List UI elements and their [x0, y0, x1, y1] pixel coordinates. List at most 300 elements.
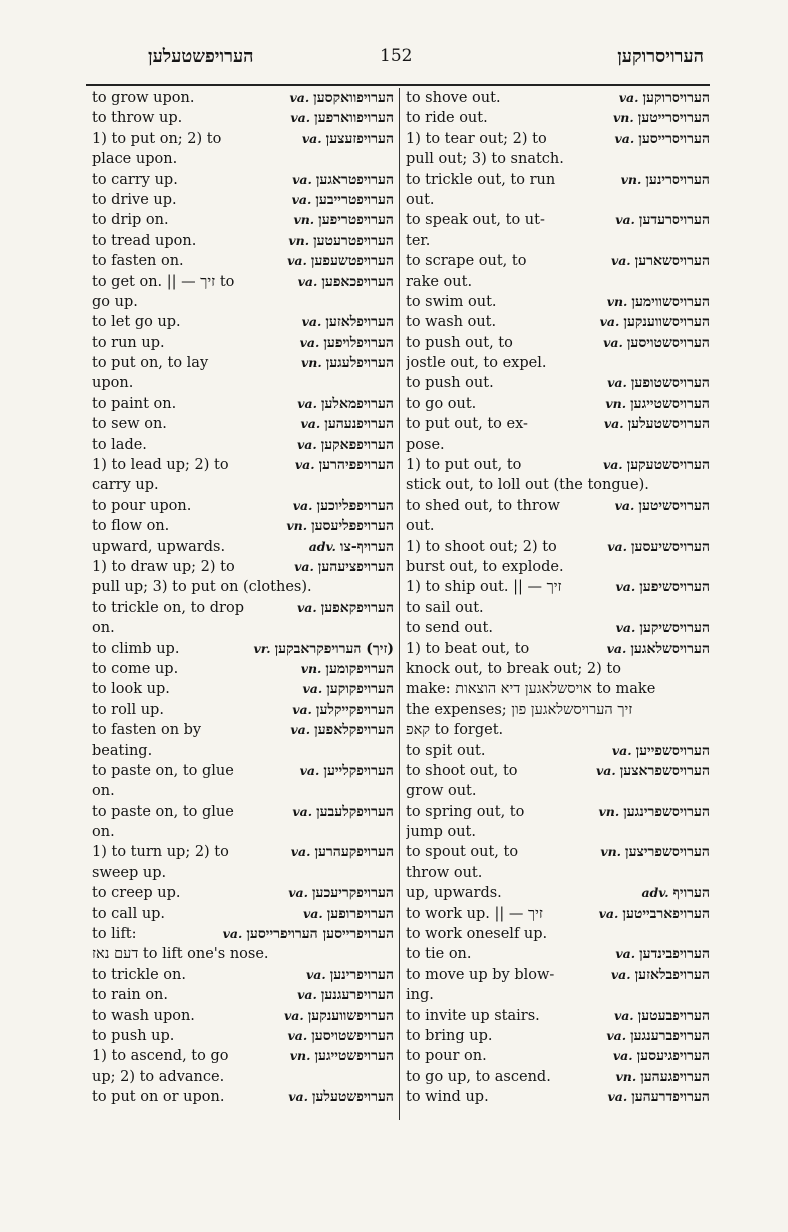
dictionary-entry — [92, 108, 394, 128]
dictionary-entry — [92, 88, 394, 108]
entry-part-of-speech: adv. — [308, 538, 336, 554]
entry-english: to wash out. — [406, 314, 497, 331]
page-number: 152 — [380, 46, 413, 66]
dictionary-entry — [406, 1026, 710, 1046]
entry-continuation: rake out. — [406, 273, 473, 290]
entry-headword: הערויפקומען — [325, 660, 394, 677]
entry-part-of-speech: va. — [607, 375, 627, 391]
dictionary-entry — [406, 802, 710, 843]
entry-part-of-speech: vn. — [606, 293, 628, 309]
entry-headword: הערויפווארפען — [314, 110, 394, 127]
entry-english: to look up. — [92, 681, 170, 698]
entry-headword: הערויפלויפען — [323, 334, 394, 351]
dictionary-entry — [406, 108, 710, 128]
entry-english: to invite up stairs. — [406, 1007, 540, 1024]
entry-headword: הערויפקוקען — [326, 681, 394, 698]
entry-part-of-speech: va. — [302, 681, 323, 697]
entry-headword: (זיך) הערויפקראבקען — [274, 640, 394, 657]
dictionary-entry — [406, 1046, 710, 1066]
entry-part-of-speech: va. — [614, 497, 635, 513]
dictionary-entry — [406, 965, 710, 1006]
entry-headword: הערויסרייסען — [638, 130, 710, 147]
entry-headword: הערויסשפראצען — [619, 762, 710, 779]
entry-english: to put out, to ex- — [406, 416, 528, 433]
entry-english: 1) to put on; 2) to — [92, 130, 222, 147]
entry-part-of-speech: va. — [290, 110, 311, 126]
entry-english: to climb up. — [92, 640, 180, 657]
dictionary-entry — [406, 88, 710, 108]
entry-continuation: out. — [406, 191, 435, 208]
entry-headword: הערויפזעצען — [325, 130, 394, 147]
entry-headword: הערויפשטויסען — [311, 1027, 394, 1044]
dictionary-entry — [92, 414, 394, 434]
entry-english: to go up, to ascend. — [406, 1068, 551, 1085]
dictionary-entry — [92, 272, 394, 313]
entry-headword: הערויפטרעטען — [313, 232, 394, 249]
entry-part-of-speech: va. — [615, 946, 636, 962]
entry-part-of-speech: vn. — [300, 660, 322, 676]
entry-part-of-speech: va. — [611, 742, 632, 758]
entry-part-of-speech: va. — [301, 130, 322, 146]
entry-headword: הערויסשיפען — [639, 579, 710, 596]
entry-headword: הערויסשפייען — [635, 742, 710, 759]
entry-english: to move up by blow- — [406, 966, 555, 983]
entry-english: to wash upon. — [92, 1007, 195, 1024]
dictionary-entry — [92, 598, 394, 639]
dictionary-entry — [406, 944, 710, 964]
entry-continuation: beating. — [92, 742, 153, 759]
entry-part-of-speech: vn. — [598, 803, 620, 819]
dictionary-entry — [406, 333, 710, 374]
entry-english: 1) to lead up; 2) to — [92, 457, 229, 474]
entry-continuation: throw out. — [406, 864, 483, 881]
entry-english: to sew on. — [92, 416, 167, 433]
entry-english: 1) to tear out; 2) to — [406, 130, 547, 147]
entry-headword: הערויפגעהען — [640, 1068, 710, 1085]
entry-part-of-speech: va. — [595, 762, 616, 778]
entry-headword: הערויפשווענקען — [307, 1007, 394, 1024]
entry-headword: הערויפוואקסען — [313, 90, 394, 106]
entry-part-of-speech: vn. — [288, 232, 310, 248]
entry-english: to put on or upon. — [92, 1089, 225, 1106]
entry-english: to throw up. — [92, 110, 183, 127]
header-right-guideword: הערויסרוקען — [617, 46, 704, 67]
left-column — [92, 88, 394, 1138]
entry-part-of-speech: va. — [602, 457, 623, 473]
entry-english: to lift: — [92, 926, 137, 943]
dictionary-entry — [92, 537, 394, 557]
entry-part-of-speech: va. — [296, 436, 317, 452]
entry-part-of-speech: va. — [294, 457, 315, 473]
dictionary-entry — [92, 761, 394, 802]
entry-headword: הערויפארבייטען — [622, 905, 710, 922]
entry-continuation: knock out, to break out; 2) to — [406, 660, 621, 677]
dictionary-entry — [92, 1087, 394, 1107]
entry-english: to trickle on. — [92, 966, 186, 983]
entry-part-of-speech: vn. — [600, 844, 622, 860]
dictionary-entry — [406, 537, 710, 578]
entry-continuation: pull up; 3) to put on (clothes). — [92, 579, 312, 596]
dictionary-entry — [406, 1087, 710, 1107]
dictionary-entry — [92, 516, 394, 536]
entry-continuation: ing. — [406, 987, 434, 1004]
entry-headword: הערויפקריעכען — [311, 885, 394, 902]
entry-headword: הערויפפליעסען — [311, 518, 394, 535]
dictionary-entry — [406, 1067, 710, 1087]
entry-part-of-speech: va. — [615, 620, 636, 636]
entry-part-of-speech: vn. — [293, 212, 315, 228]
dictionary-entry — [92, 496, 394, 516]
entry-part-of-speech: va. — [299, 334, 320, 350]
entry-headword: הערויפשטעלען — [311, 1089, 394, 1106]
entry-headword: הערויפפיהרען — [318, 457, 394, 474]
entry-part-of-speech: va. — [607, 538, 627, 554]
entry-english: to swim out. — [406, 293, 497, 310]
dictionary-entry — [92, 842, 394, 883]
dictionary-entry — [92, 639, 394, 659]
entry-continuation: up; 2) to advance. — [92, 1068, 225, 1085]
entry-part-of-speech: adv. — [641, 885, 669, 901]
entry-english: to work up. || — זיך — [406, 905, 543, 922]
header-rule — [86, 84, 710, 86]
dictionary-entry — [92, 700, 394, 720]
entry-english: to drip on. — [92, 212, 169, 229]
entry-english: to spring out, to — [406, 803, 525, 820]
entry-part-of-speech: va. — [614, 130, 635, 146]
entry-headword: הערויפדרעהען — [631, 1089, 710, 1106]
entry-headword: הערויף-צו — [339, 538, 394, 555]
entry-english: to fasten on by — [92, 722, 202, 739]
entry-headword: הערויפקאפען — [320, 599, 394, 616]
entry-continuation: stick out, to loll out (the tongue). — [406, 477, 649, 494]
entry-part-of-speech: vr. — [253, 640, 271, 656]
entry-part-of-speech: va. — [222, 926, 243, 942]
dictionary-entry — [406, 251, 710, 292]
dictionary-entry — [406, 129, 710, 170]
dictionary-entry — [92, 965, 394, 985]
dictionary-entry — [92, 659, 394, 679]
entry-headword: הערויף — [672, 885, 710, 902]
entry-english: to drive up. — [92, 191, 177, 208]
entry-headword: הערויפציעהען — [317, 558, 394, 575]
entry-headword: הערויסשלאגען — [630, 640, 710, 657]
entry-part-of-speech: va. — [292, 171, 312, 187]
dictionary-entry — [406, 679, 710, 720]
entry-part-of-speech: va. — [618, 90, 639, 105]
entry-headword: הערויפטריפען — [318, 212, 394, 229]
entry-english: to let go up. — [92, 314, 181, 331]
entry-english: to fasten on. — [92, 253, 184, 270]
entry-english: to rain on. — [92, 987, 169, 1004]
entry-part-of-speech: va. — [300, 416, 321, 432]
dictionary-entry — [406, 618, 710, 638]
dictionary-entry — [406, 170, 710, 211]
entry-headword: הערויפרינען — [329, 966, 394, 983]
entry-english: to flow on. — [92, 518, 170, 535]
entry-continuation: jostle out, to expel. — [406, 355, 547, 372]
entry-english: to carry up. — [92, 171, 178, 188]
entry-part-of-speech: vn. — [615, 1068, 637, 1084]
entry-english: to push out, to — [406, 334, 513, 351]
entry-continuation: דעם נאז to lift one's nose. — [92, 946, 269, 963]
dictionary-entry — [92, 353, 394, 394]
dictionary-entry — [92, 557, 394, 598]
entry-headword: הערויפרייסען הערויפרייסען — [246, 926, 394, 943]
entry-headword: הערויפלעגען — [325, 355, 394, 372]
page-header — [0, 46, 788, 78]
dictionary-entry — [406, 720, 710, 740]
dictionary-entry — [92, 394, 394, 414]
entry-headword: הערויפרופען — [326, 905, 394, 922]
entry-english: 1) to shoot out; 2) to — [406, 538, 557, 555]
entry-part-of-speech: vn. — [613, 110, 634, 126]
dictionary-entry — [406, 373, 710, 393]
entry-headword: הערויפקלייען — [323, 762, 394, 779]
entry-part-of-speech: va. — [299, 762, 320, 778]
entry-part-of-speech: va. — [615, 212, 635, 228]
dictionary-entry — [92, 455, 394, 496]
entry-english: to ride out. — [406, 110, 488, 127]
entry-part-of-speech: va. — [599, 314, 620, 330]
entry-part-of-speech: va. — [287, 1027, 308, 1043]
entry-english: 1) to turn up; 2) to — [92, 844, 229, 861]
entry-headword: הערויסשטעקען — [626, 457, 710, 474]
entry-part-of-speech: va. — [603, 416, 624, 432]
entry-headword: הערויסשפרינגען — [623, 803, 710, 820]
entry-part-of-speech: va. — [612, 1048, 633, 1064]
entry-part-of-speech: va. — [603, 334, 623, 350]
entry-part-of-speech: vn. — [605, 395, 627, 411]
entry-part-of-speech: va. — [290, 844, 311, 860]
entry-headword: הערויפברענגען — [630, 1027, 710, 1044]
entry-english: to scrape out, to — [406, 253, 527, 270]
dictionary-entry — [92, 251, 394, 271]
dictionary-entry — [92, 435, 394, 455]
entry-english: to go out. — [406, 395, 477, 412]
entry-part-of-speech: va. — [284, 1007, 304, 1023]
entry-part-of-speech: vn. — [289, 1048, 311, 1064]
entry-part-of-speech: va. — [610, 253, 631, 269]
entry-english: 1) to draw up; 2) to — [92, 558, 235, 575]
dictionary-entry — [92, 210, 394, 230]
dictionary-entry — [406, 394, 710, 414]
entry-headword: הערויפשטייגען — [314, 1048, 394, 1065]
entry-english: to wind up. — [406, 1089, 489, 1106]
entry-headword: הערויסרוקען — [642, 90, 710, 106]
entry-continuation: pull out; 3) to snatch. — [406, 151, 564, 168]
entry-headword: הערויסשפריצען — [625, 844, 710, 861]
entry-headword: הערויסשיקען — [639, 620, 710, 637]
entry-part-of-speech: va. — [606, 1027, 627, 1043]
entry-english: to get on. || — זיך to — [92, 273, 235, 290]
entry-english: to push out. — [406, 375, 494, 392]
entry-english: to spout out, to — [406, 844, 519, 861]
entry-headword: הערויסשטעלען — [627, 416, 710, 433]
entry-continuation: on. — [92, 783, 115, 800]
entry-english: to push up. — [92, 1027, 175, 1044]
entry-english: 1) to ship out. || — זיך — [406, 579, 562, 596]
entry-headword: הערויפטשעפען — [310, 253, 394, 270]
entry-continuation: pose. — [406, 436, 445, 453]
entry-continuation: sweep up. — [92, 864, 167, 881]
entry-english: to tie on. — [406, 946, 472, 963]
entry-english: to creep up. — [92, 885, 181, 902]
entry-english: to run up. — [92, 334, 165, 351]
entry-headword: הערויסשארען — [634, 253, 710, 270]
dictionary-entry — [92, 679, 394, 699]
entry-continuation: carry up. — [92, 477, 159, 494]
entry-english: to paint on. — [92, 395, 177, 412]
entry-part-of-speech: vn. — [286, 518, 308, 534]
dictionary-entry — [92, 883, 394, 903]
entry-continuation: out. — [406, 518, 435, 535]
entry-english: to roll up. — [92, 701, 164, 718]
dictionary-entry — [92, 333, 394, 353]
dictionary-entry — [92, 924, 394, 965]
entry-english: to pour upon. — [92, 497, 192, 514]
dictionary-entry — [406, 904, 710, 945]
entry-continuation: on. — [92, 824, 115, 841]
entry-english: to paste on, to glue — [92, 762, 234, 779]
entry-headword: הערויפטרייבען — [315, 191, 394, 208]
entry-headword: הערויפבלאזען — [634, 966, 710, 983]
entry-headword: הערויסשטופען — [630, 375, 710, 392]
entry-continuation: upon. — [92, 375, 134, 392]
entry-english: to call up. — [92, 905, 166, 922]
dictionary-entry — [406, 496, 710, 537]
entry-part-of-speech: va. — [615, 579, 636, 595]
entry-continuation: on. — [92, 620, 115, 637]
dictionary-entry — [92, 985, 394, 1005]
dictionary-entry — [406, 312, 710, 332]
entry-part-of-speech: va. — [297, 273, 318, 289]
entry-headword: הערויסשטויסען — [626, 334, 710, 351]
entry-headword: הערויפרעגנען — [320, 987, 394, 1004]
entry-headword: הערויפגיעסען — [636, 1048, 710, 1065]
entry-headword: הערויפלאזען — [325, 314, 394, 331]
header-left-guideword: הערויפשטעלען — [148, 46, 254, 67]
entry-part-of-speech: va. — [302, 905, 323, 921]
entry-headword: הערויפמאלען — [320, 395, 394, 412]
entry-english: to shoot out, to — [406, 762, 518, 779]
entry-part-of-speech: va. — [297, 395, 317, 411]
entry-headword: הערויפנעהען — [324, 416, 394, 433]
dictionary-entry — [406, 577, 710, 618]
entry-english: up, upwards. — [406, 885, 502, 902]
entry-continuation: grow out. — [406, 783, 477, 800]
dictionary-entry — [92, 1046, 394, 1087]
entry-part-of-speech: va. — [297, 987, 317, 1003]
dictionary-entry — [92, 190, 394, 210]
entry-headword: הערויסרינען — [645, 171, 710, 188]
entry-part-of-speech: va. — [305, 966, 326, 982]
entry-continuation: to sail out. — [406, 599, 484, 616]
entry-headword: הערויפקייקלען — [315, 701, 394, 718]
entry-english: upward, upwards. — [92, 538, 226, 555]
entry-part-of-speech: va. — [598, 905, 619, 921]
dictionary-entry — [406, 292, 710, 312]
entry-part-of-speech: va. — [301, 314, 322, 330]
entry-part-of-speech: va. — [296, 599, 317, 615]
entry-continuation: to work oneself up. — [406, 926, 548, 943]
entry-english: to send out. — [406, 620, 493, 637]
dictionary-entry — [92, 904, 394, 924]
entry-english: to pour on. — [406, 1048, 487, 1065]
entry-english: to tread upon. — [92, 232, 197, 249]
entry-continuation: ter. — [406, 232, 431, 249]
entry-english: to shove out. — [406, 90, 501, 106]
right-column — [406, 88, 710, 1138]
dictionary-entry — [406, 842, 710, 883]
entry-part-of-speech: va. — [610, 966, 631, 982]
entry-part-of-speech: va. — [292, 497, 313, 513]
entry-headword: הערויפטראגען — [315, 171, 394, 188]
dictionary-entry — [92, 312, 394, 332]
entry-headword: הערויפקלעבען — [316, 803, 394, 820]
entry-headword: הערויפפליוכען — [316, 497, 394, 514]
entry-part-of-speech: vn. — [300, 355, 322, 371]
entry-part-of-speech: va. — [607, 1089, 628, 1105]
entry-english: to paste on, to glue — [92, 803, 234, 820]
dictionary-entry — [406, 455, 710, 496]
dictionary-entry — [406, 741, 710, 761]
dictionary-entry — [92, 231, 394, 251]
entry-continuation: jump out. — [406, 824, 476, 841]
entry-english: 1) to beat out, to — [406, 640, 530, 657]
entry-part-of-speech: va. — [292, 803, 313, 819]
entry-part-of-speech: va. — [291, 191, 312, 207]
entry-part-of-speech: va. — [292, 701, 312, 717]
entry-part-of-speech: va. — [288, 885, 308, 901]
entry-part-of-speech: vn. — [620, 171, 642, 187]
entry-english: make: אויסשלאגען דיא הוצאות to make — [406, 681, 656, 698]
dictionary-entry — [92, 1006, 394, 1026]
column-divider — [399, 88, 400, 1120]
entry-english: to speak out, to ut- — [406, 212, 545, 229]
entry-english: 1) to ascend, to go — [92, 1048, 229, 1065]
entry-headword: הערויפבינדען — [639, 946, 710, 963]
dictionary-entry — [406, 639, 710, 680]
entry-continuation: the expenses; זיך הערויסשלאגען פון — [406, 701, 633, 718]
entry-headword: הערויסשיעסען — [630, 538, 710, 555]
entry-part-of-speech: va. — [290, 722, 311, 738]
dictionary-entry — [92, 802, 394, 843]
entry-english: to grow upon. — [92, 90, 195, 106]
dictionary-entry — [406, 761, 710, 802]
entry-part-of-speech: va. — [606, 640, 627, 656]
entry-headword: הערויפקלאפען — [314, 722, 394, 739]
entry-english: to put on, to lay — [92, 355, 209, 372]
dictionary-entry — [406, 883, 710, 903]
entry-part-of-speech: va. — [613, 1007, 634, 1023]
entry-english: to shed out, to throw — [406, 497, 560, 514]
entry-headword: הערויסשווימען — [631, 293, 710, 310]
entry-english: to lade. — [92, 436, 147, 453]
entry-headword: הערויפקעהרען — [314, 844, 394, 861]
entry-part-of-speech: va. — [287, 253, 307, 269]
entry-headword: הערויפפאקען — [320, 436, 394, 453]
entry-headword: הערויפכאפען — [321, 273, 394, 290]
entry-continuation: place upon. — [92, 151, 178, 168]
dictionary-entry — [406, 210, 710, 251]
entry-english: to bring up. — [406, 1027, 493, 1044]
entry-headword: הערויסרעדען — [638, 212, 710, 229]
dictionary-entry — [92, 129, 394, 170]
entry-part-of-speech: va. — [288, 1089, 308, 1105]
dictionary-entry — [92, 1026, 394, 1046]
entry-headword: הערויסשווענקען — [623, 314, 710, 331]
entry-continuation: burst out, to explode. — [406, 558, 564, 575]
